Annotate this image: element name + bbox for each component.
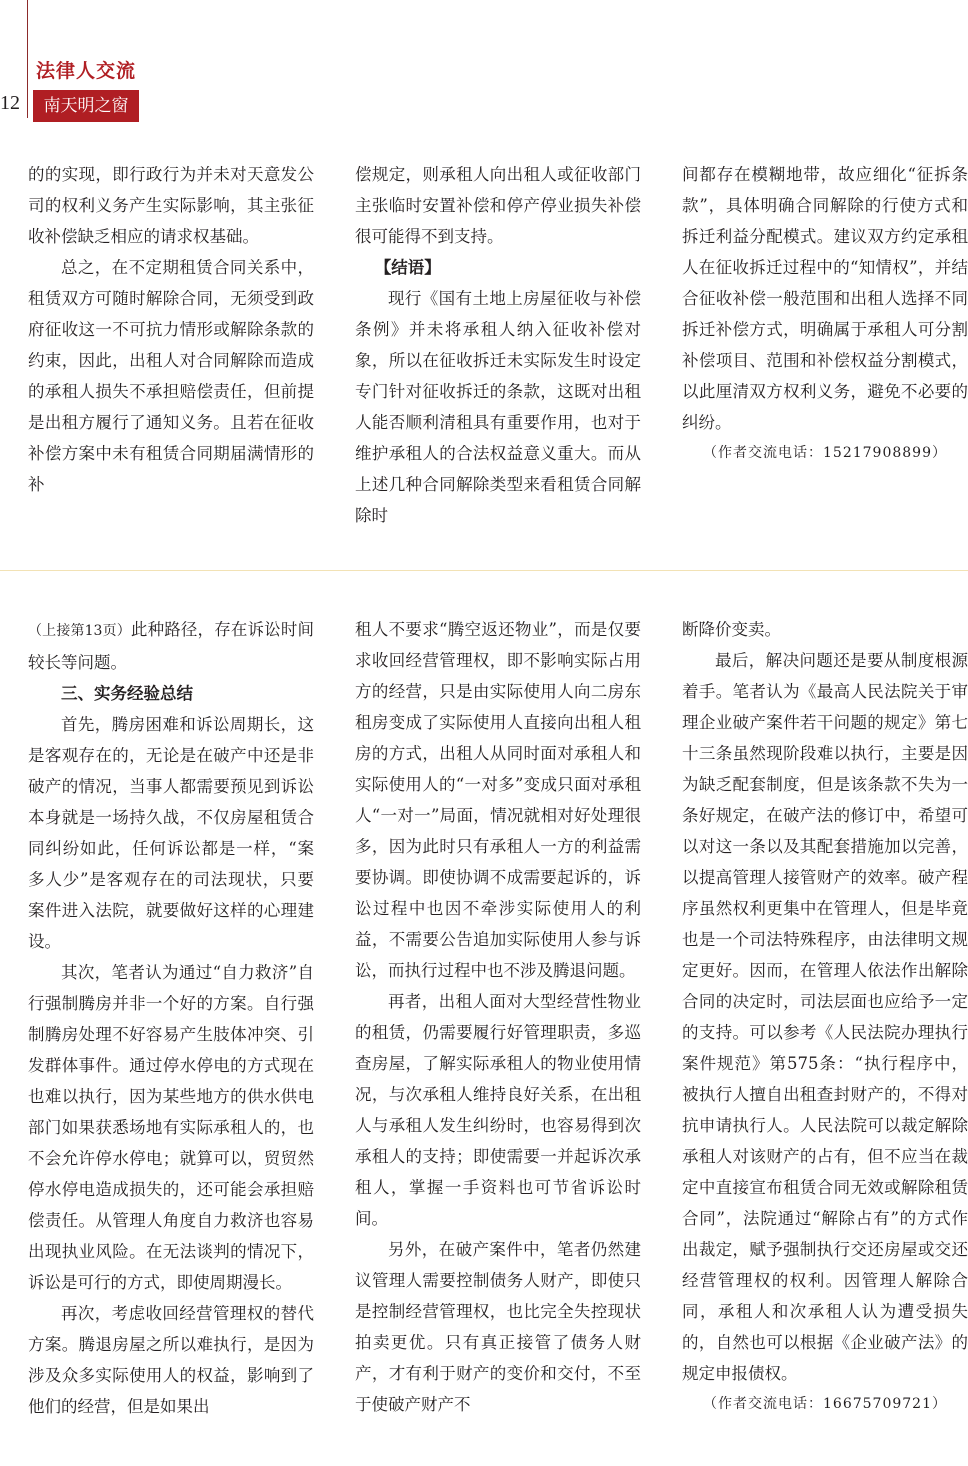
paragraph: 另外，在破产案件中，笔者仍然建议管理人需要控制债务人财产，即使只是控制经营管理权，也比完全失控现状拍卖更优。只有真正接管了债务人财产，才有利于财产的变价和交付，不至于使破产财产不 (355, 1240, 641, 1414)
paragraph: 首先，腾房困难和诉讼周期长，这是客观存在的，无论是在破产中还是非破产的情况，当事人都需要预见到诉讼本身就是一场持久战，不仅房屋租赁合同纠纷如此，任何诉讼都是一样，“案多人少”是客观存在的司法现状，只要案件进入法院，就要做好这样的心理建设。 (28, 715, 314, 951)
paragraph: 的的实现，即行政行为并未对天意发公司的权利义务产生实际影响，其主张征收补偿缺乏相应的请求权基础。 (28, 165, 314, 246)
article-divider (0, 570, 968, 571)
paragraph: 现行《国有土地上房屋征收与补偿条例》并未将承租人纳入征收补偿对象，所以在征收拆迁未实际发生时设定专门针对征收拆迁的条款，这既对出租人能否顺利清租具有重要作用，也对于维护承租人的合法权益意义重大。而从上述几种合同解除类型来看租赁合同解除时 (355, 289, 641, 525)
column-tag: 南天明之窗 (33, 90, 139, 122)
article1-column-1 (28, 159, 314, 500)
paragraph (28, 614, 314, 678)
article2-column-1 (28, 614, 314, 1422)
article2-column-3 (682, 614, 968, 1420)
paragraph: 断降价变卖。 (682, 620, 781, 639)
paragraph: 再者，出租人面对大型经营性物业的租赁，仍需要履行好管理职责，多巡查房屋，了解实际承租人的物业使用情况，与次承租人维持良好关系，在出租人与承租人发生纠纷时，也容易得到次承租人的支持；即使需要一并起诉次承租人，掌握一手资料也可节省诉讼时间。 (355, 992, 641, 1228)
paragraph: 偿规定，则承租人向出租人或征收部门主张临时安置补偿和停产停业损失补偿很可能得不到支持。 (355, 165, 641, 246)
continued-from-note: （上接第13页） (28, 623, 131, 639)
conclusion-heading: 【结语】 (374, 258, 441, 277)
article1-column-2 (355, 159, 641, 531)
paragraph: 其次，笔者认为通过“自力救济”自行强制腾房并非一个好的方案。自行强制腾房处理不好容易产生肢体冲突、引发群体事件。通过停水停电的方式现在也难以执行，因为某些地方的供水供电部门如果获悉场地有实际承租人的，也不会允许停水停电；就算可以，贸贸然停水停电造成损失的，还可能会承担赔偿责任。从管理人角度自力救济也容易出现执业风险。在无法谈判的情况下，诉讼是可行的方式，即使周期漫长。 (28, 963, 314, 1292)
paragraph: 租人不要求“腾空返还物业”，而是仅要求收回经营管理权，即不影响实际占用方的经营，只是由实际使用人向二房东租房变成了实际使用人直接向出租人租房的方式，出租人从同时面对承租人和实际使用人的“一对多”变成只面对承租人“一对一”局面，情况就相对好处理很多，因为此时只有承租人一方的利益需要协调。即使协调不成需要起诉的，诉讼过程中也因不牵涉实际使用人的利益，不需要公告追加实际使用人参与诉讼，而执行过程中也不涉及腾退问题。 (355, 620, 641, 980)
section-heading: 三、实务经验总结 (61, 684, 193, 703)
section-title: 法律人交流 (36, 60, 137, 82)
paragraph-text: 此种路径，存在诉讼时间较长等问题。 (28, 620, 314, 672)
author-contact: （作者交流电话：15217908899） (703, 445, 947, 461)
article1-column-3 (682, 159, 968, 469)
author-contact: （作者交流电话：16675709721） (703, 1396, 947, 1412)
paragraph: 间都存在模糊地带，故应细化“征拆条款”，具体明确合同解除的行使方式和拆迁利益分配模式。建议双方约定承租人在征收拆迁过程中的“知情权”，并结合征收补偿一般范围和出租人选择不同拆迁补偿方式，明确属于承租人可分割补偿项目、范围和补偿权益分割模式，以此厘清双方权利义务，避免不必要的纠纷。 (682, 165, 968, 432)
page-number: 12 (0, 92, 20, 114)
header-vertical-rule (27, 0, 28, 118)
article2-column-2 (355, 614, 641, 1420)
paragraph: 总之，在不定期租赁合同关系中，租赁双方可随时解除合同，无须受到政府征收这一不可抗力情形或解除条款的约束，因此，出租人对合同解除而造成的承租人损失不承担赔偿责任，但前提是出租方履行了通知义务。且若在征收补偿方案中未有租赁合同期届满情形的补 (28, 258, 314, 494)
paragraph: 再次，考虑收回经营管理权的替代方案。腾退房屋之所以难执行，是因为涉及众多实际使用人的权益，影响到了他们的经营，但是如果出 (28, 1304, 314, 1416)
paragraph: 最后，解决问题还是要从制度根源着手。笔者认为《最高人民法院关于审理企业破产案件若干问题的规定》第七十三条虽然现阶段难以执行，主要是因为缺乏配套制度，但是该条款不失为一条好规定，在破产法的修订中，希望可以对这一条以及其配套措施加以完善，以提高管理人接管财产的效率。破产程序虽然权利更集中在管理人，但是毕竟也是一个司法特殊程序，由法律明文规定更好。因而，在管理人依法作出解除合同的决定时，司法层面也应给予一定的支持。可以参考《人民法院办理执行案件规范》第575条：“执行程序中，被执行人擅自出租查封财产的，不得对抗申请执行人。人民法院可以裁定解除承租人对该财产的占有，但不应当在裁定中直接宣布租赁合同无效或解除租赁合同”，法院通过“解除占有”的方式作出裁定，赋予强制执行交还房屋或交还经营管理权的权利。因管理人解除合同，承租人和次承租人认为遭受损失的，自然也可以根据《企业破产法》的规定申报债权。 (682, 651, 968, 1383)
